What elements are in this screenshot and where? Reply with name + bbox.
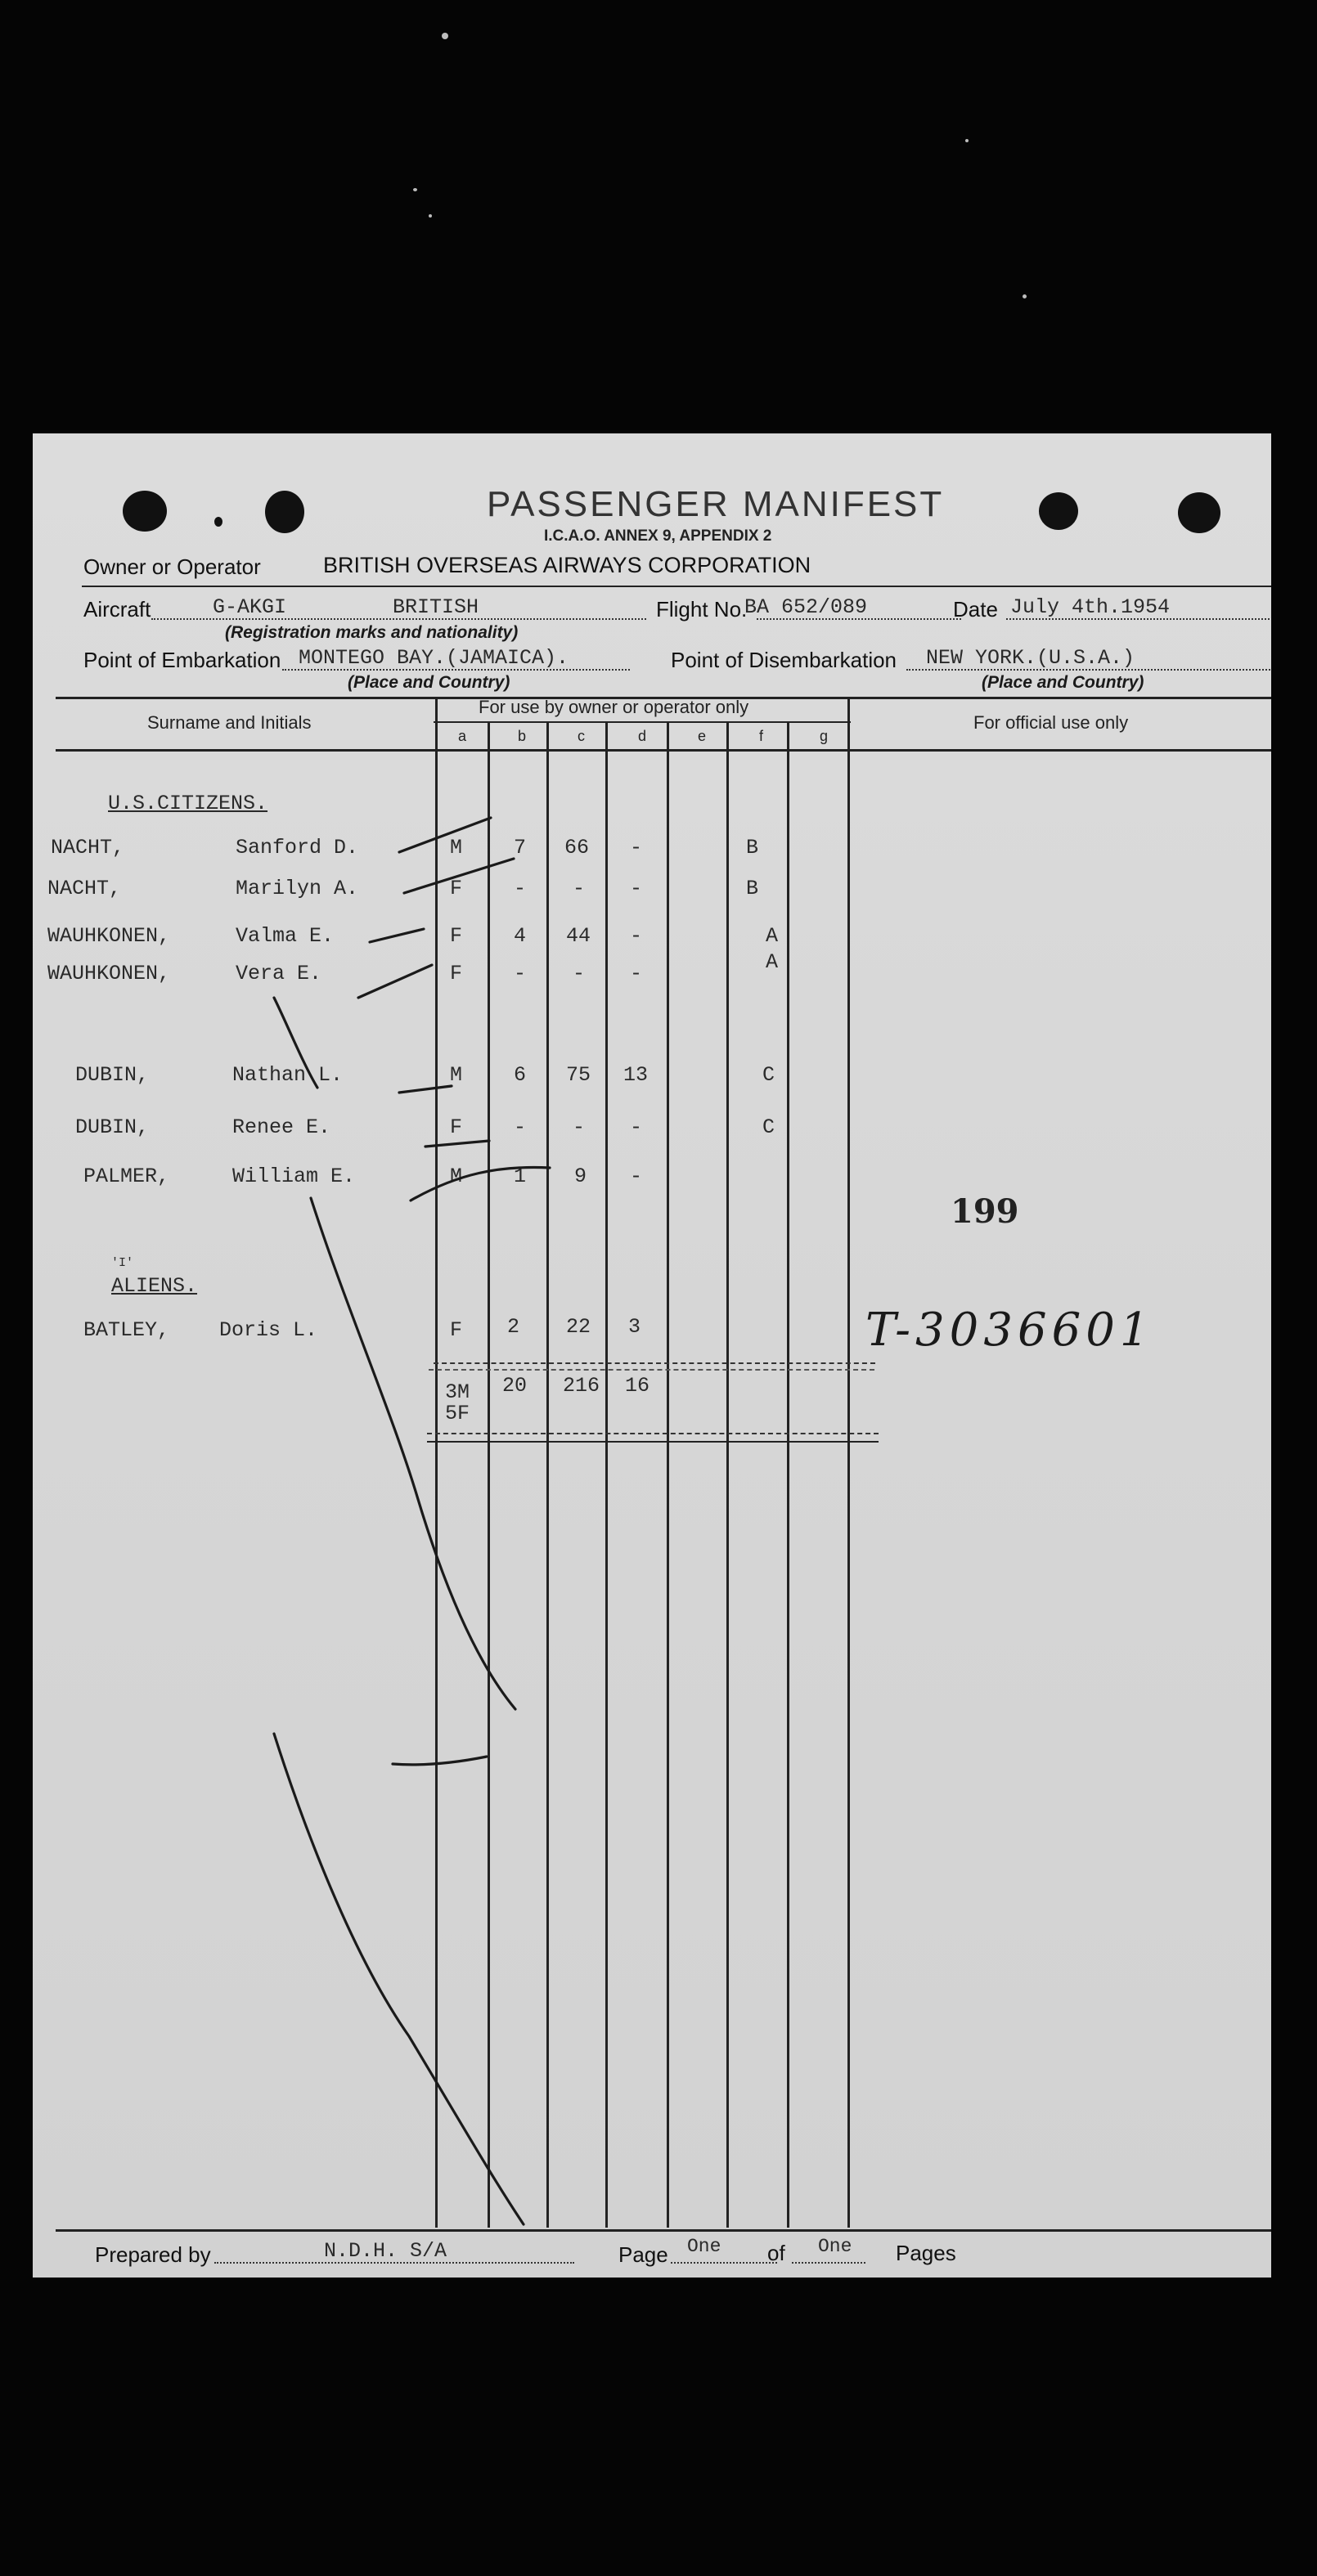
passenger-given-name: Valma E. (236, 924, 335, 948)
passenger-col-d: - (630, 1115, 643, 1139)
passenger-given-name: Vera E. (236, 962, 322, 985)
scan-speck (429, 214, 432, 218)
pen-stroke (399, 818, 491, 852)
passenger-surname: NACHT, (51, 836, 125, 859)
passenger-given-name: Sanford D. (236, 836, 359, 859)
pen-stroke (274, 998, 317, 1088)
passenger-col-d: - (630, 836, 643, 859)
totals-female: 5F (445, 1402, 470, 1425)
passenger-col-d: - (630, 924, 643, 948)
prepared-by-value: N.D.H. S/A (324, 2239, 447, 2263)
passenger-col-b: 6 (514, 1063, 527, 1087)
section-aliens: ALIENS. (111, 1274, 198, 1298)
scan-speck (442, 33, 448, 39)
passenger-surname: DUBIN, (75, 1063, 150, 1087)
date-label: Date (953, 597, 998, 622)
owner-value: BRITISH OVERSEAS AIRWAYS CORPORATION (323, 553, 811, 577)
faint-mark: 'I' (111, 1256, 134, 1270)
passenger-col-a: M (450, 1063, 463, 1087)
subcol-a: a (458, 728, 467, 744)
passenger-col-a: M (450, 1165, 463, 1188)
manifest-title: PASSENGER MANIFEST (487, 484, 945, 524)
passenger-given-name: Nathan L. (232, 1063, 344, 1087)
scan-speck (965, 139, 969, 142)
passenger-surname: DUBIN, (75, 1115, 150, 1139)
col-name-header: Surname and Initials (147, 712, 312, 733)
pen-stroke (274, 1734, 524, 2224)
passenger-given-name: Marilyn A. (236, 877, 359, 900)
pen-stroke (358, 965, 432, 998)
passenger-col-c: - (573, 877, 586, 900)
totals-col-c: 216 (563, 1374, 600, 1398)
totals-male: 3M (445, 1380, 470, 1404)
flight-label: Flight No. (656, 597, 748, 622)
passenger-col-c: 9 (574, 1165, 587, 1188)
pen-stroke (411, 1167, 550, 1200)
pen-stroke (370, 929, 424, 942)
pen-stroke (404, 859, 514, 893)
passenger-given-name: Doris L. (219, 1318, 318, 1342)
passenger-col-d: - (630, 962, 643, 985)
passenger-col-c: 75 (566, 1063, 591, 1087)
passenger-surname: PALMER, (83, 1165, 170, 1188)
page-label: Page (618, 2242, 668, 2267)
scan-speck (413, 188, 417, 191)
of-value: One (818, 2236, 852, 2257)
pen-strokes (33, 433, 1271, 2278)
passenger-col-d: - (630, 1165, 643, 1188)
manifest-sheet (33, 433, 1271, 2278)
passenger-col-c: 44 (566, 924, 591, 948)
subcol-e: e (698, 728, 707, 744)
passenger-col-a: F (450, 877, 463, 900)
passenger-col-c: 66 (564, 836, 590, 859)
subcol-c: c (578, 728, 585, 744)
passenger-col-b: 7 (514, 836, 527, 859)
passenger-surname: WAUHKONEN, (47, 924, 171, 948)
passenger-surname: BATLEY, (83, 1318, 170, 1342)
embarkation-label: Point of Embarkation (83, 648, 281, 672)
passenger-col-b: 4 (514, 924, 527, 948)
owner-label: Owner or Operator (83, 554, 261, 579)
passenger-col-a: F (450, 962, 463, 985)
handwritten-reference: T-3036601 (865, 1304, 1154, 1357)
of-label: of (767, 2241, 785, 2265)
passenger-col-c: - (573, 1115, 586, 1139)
passenger-col-b: 1 (514, 1165, 527, 1188)
totals-col-b: 20 (502, 1374, 528, 1398)
passenger-surname: NACHT, (47, 877, 122, 900)
flight-value: BA 652/089 (744, 595, 868, 619)
disembarkation-label: Point of Disembarkation (671, 648, 897, 672)
subcol-d: d (638, 728, 647, 744)
embarkation-value: MONTEGO BAY.(JAMAICA). (299, 646, 569, 670)
disembarkation-note: (Place and Country) (982, 673, 1144, 692)
subcol-b: b (518, 728, 527, 744)
passenger-col-f: B (746, 877, 759, 900)
section-us-citizens: U.S.CITIZENS. (108, 792, 268, 815)
passenger-col-b: - (514, 1115, 527, 1139)
pen-stroke (399, 1086, 452, 1093)
passenger-surname: WAUHKONEN, (47, 962, 171, 985)
passenger-col-a: M (450, 836, 463, 859)
passenger-col-a: F (450, 1115, 463, 1139)
page-value: One (687, 2236, 721, 2257)
passenger-col-d: 13 (623, 1063, 649, 1087)
aircraft-nationality: BRITISH (393, 595, 479, 619)
totals-col-d: 16 (625, 1374, 650, 1398)
manifest-subtitle: I.C.A.O. ANNEX 9, APPENDIX 2 (544, 527, 772, 545)
scan-speck (1023, 294, 1027, 298)
col-official-header: For official use only (973, 712, 1129, 733)
passenger-col-a: F (450, 1318, 463, 1342)
passenger-col-f: A (766, 924, 779, 948)
disembarkation-value: NEW YORK.(U.S.A.) (926, 646, 1135, 670)
passenger-col-c: 22 (566, 1315, 591, 1339)
passenger-col-a: F (450, 924, 463, 948)
passenger-col-f: B (746, 836, 759, 859)
passenger-given-name: William E. (232, 1165, 356, 1188)
aircraft-label: Aircraft (83, 597, 151, 622)
passenger-col-f: C (762, 1115, 775, 1139)
official-stamp-number: 199 (951, 1192, 1019, 1231)
passenger-col-b: - (514, 877, 527, 900)
aircraft-registration: G-AKGI (213, 595, 287, 619)
pen-stroke (311, 1198, 515, 1709)
subcol-f: f (759, 728, 764, 744)
embarkation-note: (Place and Country) (348, 673, 510, 692)
passenger-given-name: Renee E. (232, 1115, 331, 1139)
passenger-col-d: - (630, 877, 643, 900)
col-operator-header: For use by owner or operator only (479, 697, 749, 717)
aircraft-note: (Registration marks and nationality) (225, 623, 519, 642)
pages-label: Pages (896, 2241, 956, 2265)
subcol-g: g (820, 728, 829, 744)
passenger-col-f: A (766, 950, 779, 974)
passenger-col-f: C (762, 1063, 775, 1087)
date-value: July 4th.1954 (1010, 595, 1171, 619)
pen-stroke (393, 1757, 487, 1765)
passenger-col-d: 3 (628, 1315, 641, 1339)
passenger-col-b: 2 (507, 1315, 520, 1339)
passenger-col-c: - (573, 962, 586, 985)
passenger-col-b: - (514, 962, 527, 985)
prepared-by-label: Prepared by (95, 2242, 211, 2267)
pen-stroke (425, 1141, 489, 1147)
